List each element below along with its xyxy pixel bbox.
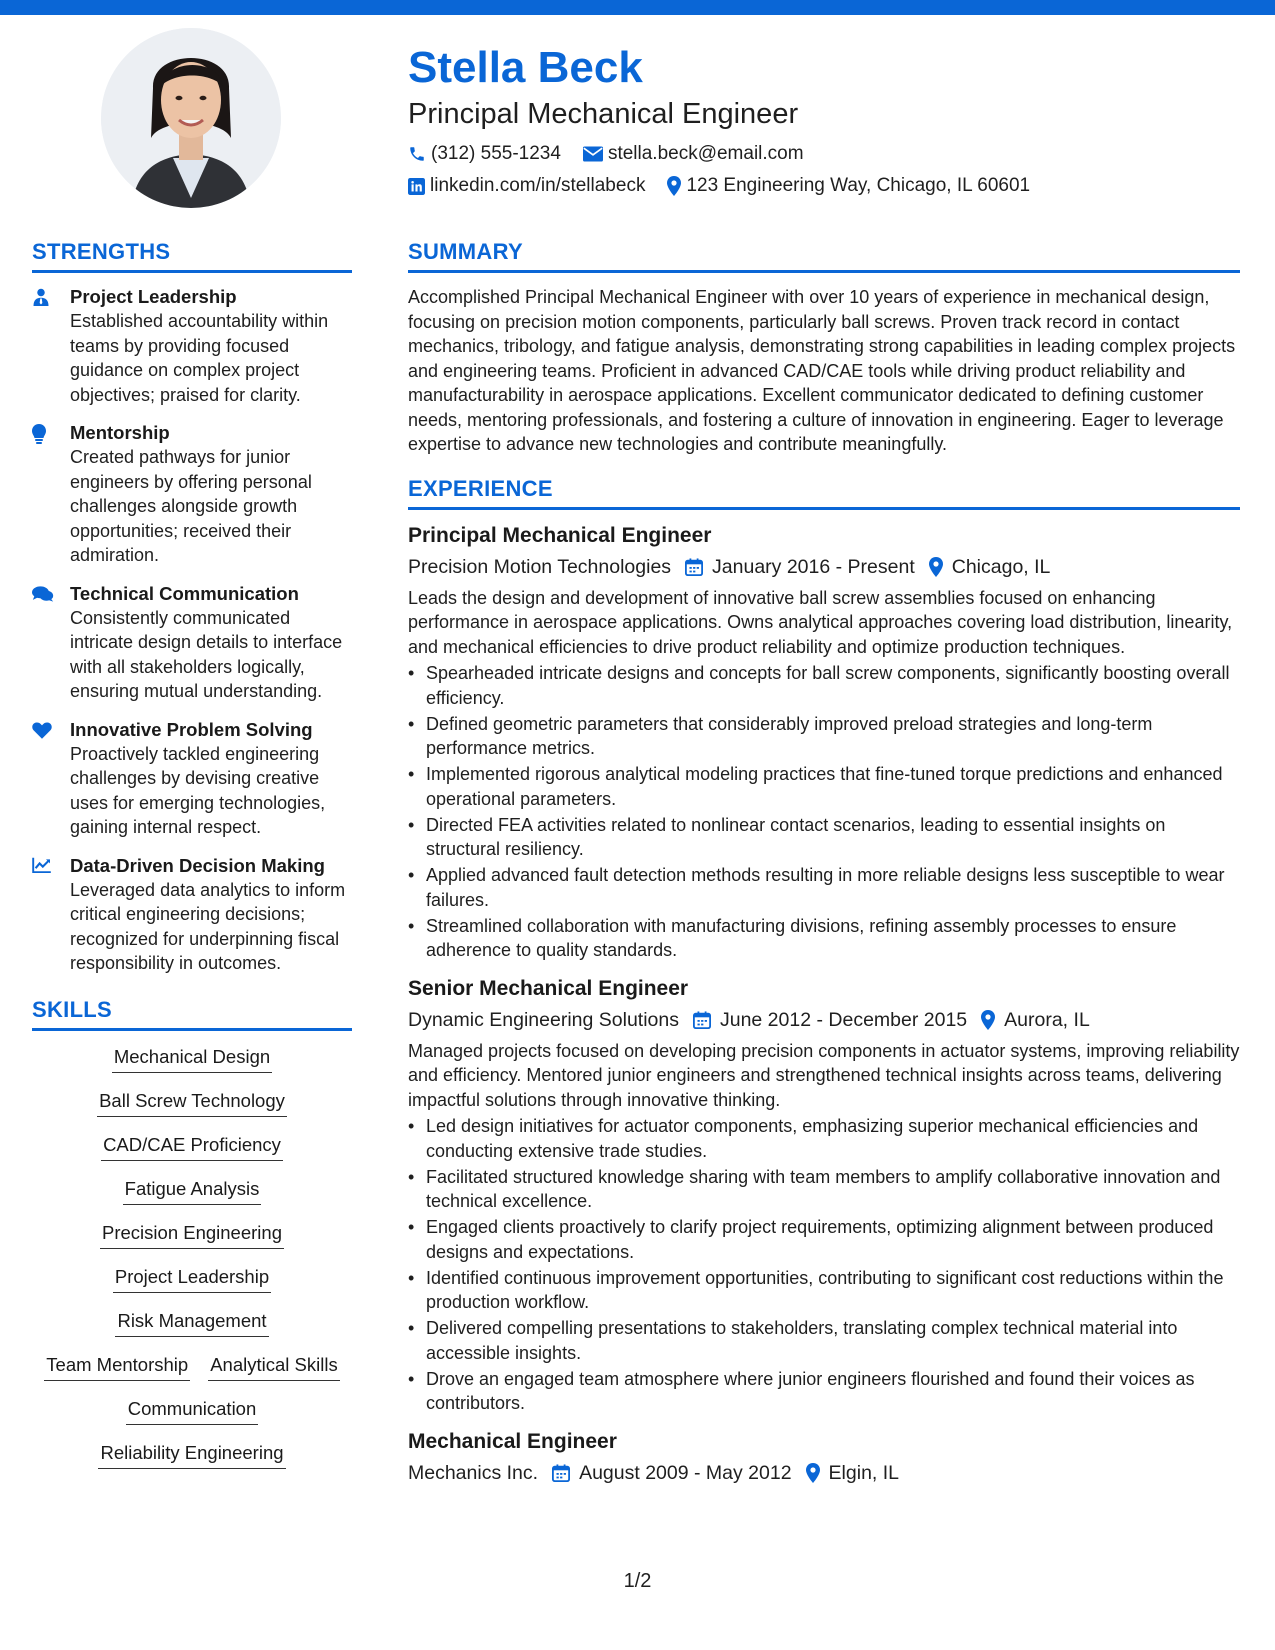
email-contact[interactable] <box>583 139 804 169</box>
strength-title: Project Leadership <box>70 286 237 307</box>
address-contact <box>667 171 1030 201</box>
skill-tag: Ball Screw Technology <box>97 1089 287 1117</box>
job-bullets <box>408 1114 1240 1416</box>
chart-line-icon <box>32 857 52 873</box>
envelope-icon <box>583 146 603 162</box>
job-meta <box>408 552 1240 582</box>
job-title: Senior Mechanical Engineer <box>408 976 689 1000</box>
strength-title: Technical Communication <box>70 582 299 604</box>
job-entry <box>408 1428 1240 1488</box>
job-title: Mechanical Engineer <box>408 1429 617 1453</box>
strengths-heading: STRENGTHS <box>32 238 352 273</box>
skills-heading: SKILLS <box>32 996 352 1031</box>
linkedin-text: linkedin.com/in/stellabeck <box>430 175 646 196</box>
job-description: Leads the design and development of innovative ball screw assemblies focused on enhancing performance in aerospace applications. Owns analytical approaches covering load distribution, linearity, and mechanical efficiencies to drive product reliability and optimize production techniques. <box>408 587 1233 657</box>
job-bullet: • Spearheaded intricate designs and concepts for ball screw components, significantly boosting overall efficiency. <box>426 661 1240 710</box>
job-location: Elgin, IL <box>828 1461 900 1484</box>
strength-item <box>32 285 352 407</box>
job-entry <box>408 975 1240 1416</box>
job-bullets <box>408 661 1240 963</box>
strength-description: Established accountability within teams by providing focused guidance on complex project objectives; praised for clarity. <box>70 311 329 405</box>
job-bullet: • Defined geometric parameters that considerably improved preload strategies and long-term performance metrics. <box>426 712 1240 761</box>
calendar-icon <box>552 1464 570 1482</box>
strength-item <box>32 718 352 840</box>
phone-contact[interactable] <box>408 139 561 169</box>
strength-description: Created pathways for junior engineers by offering personal challenges alongside growth opportunities; received their admiration. <box>70 447 312 565</box>
skill-tag: CAD/CAE Proficiency <box>101 1133 283 1161</box>
job-bullet: • Directed FEA activities related to nonlinear contact scenarios, leading to essential insights on structural resiliency. <box>426 813 1240 862</box>
skill-tag: Fatigue Analysis <box>123 1177 262 1205</box>
job-bullet: • Led design initiatives for actuator components, emphasizing superior mechanical efficiencies and conducting extensive trade studies. <box>426 1114 1240 1163</box>
phone-text: (312) 555-1234 <box>431 143 561 164</box>
map-marker-icon <box>667 176 681 196</box>
strength-description: Proactively tackled engineering challenges by devising creative uses for emerging technologies, gaining internal respect. <box>70 743 326 837</box>
candidate-name: Stella Beck <box>408 43 643 92</box>
job-entry <box>408 522 1240 963</box>
job-bullet: • Engaged clients proactively to clarify project requirements, optimizing alignment between produced designs and expectations. <box>426 1215 1240 1264</box>
profile-photo <box>101 28 281 208</box>
job-dates: June 2012 - December 2015 <box>719 1008 968 1031</box>
skill-tag: Analytical Skills <box>208 1353 340 1381</box>
contact-row-1 <box>408 138 1238 170</box>
job-title: Principal Mechanical Engineer <box>408 523 712 547</box>
calendar-icon <box>693 1011 711 1029</box>
right-column <box>408 238 1240 1500</box>
strength-title: Data-Driven Decision Making <box>70 854 325 876</box>
candidate-title: Principal Mechanical Engineer <box>408 98 799 130</box>
calendar-icon <box>685 558 703 576</box>
email-text: stella.beck@email.com <box>607 143 804 164</box>
job-description: Managed projects focused on developing precision components in actuator systems, improving reliability and efficiency. Mentored junior engineers and strengthened technical insights across teams, delivering impactful solutions through innovative thinking. <box>408 1040 1240 1110</box>
job-bullet: • Applied advanced fault detection methods resulting in more reliable designs less susceptible to wear failures. <box>426 863 1240 912</box>
strength-description: Consistently communicated intricate design details to interface with all stakeholders logically, ensuring mutual understanding. <box>70 607 343 701</box>
strength-description: Leveraged data analytics to inform critical engineering decisions; recognized for underpinning fiscal responsibility in outcomes. <box>70 879 346 973</box>
job-bullet: • Drove an engaged team atmosphere where junior engineers flourished and found their voices as contributors. <box>426 1367 1240 1416</box>
strength-title: Mentorship <box>70 422 170 443</box>
top-accent-bar <box>0 0 1275 15</box>
skill-tag: Project Leadership <box>113 1265 271 1293</box>
user-tie-icon <box>32 288 50 306</box>
job-company: Precision Motion Technologies <box>408 555 672 578</box>
job-bullet: • Identified continuous improvement opportunities, contributing to significant cost reductions within the production workflow. <box>426 1266 1240 1315</box>
job-company: Dynamic Engineering Solutions <box>408 1008 679 1031</box>
job-bullet: • Implemented rigorous analytical modeling practices that fine-tuned torque predictions and enhanced operational parameters. <box>426 762 1240 811</box>
strength-item <box>32 582 352 704</box>
job-dates: August 2009 - May 2012 <box>579 1461 792 1484</box>
skill-tag: Risk Management <box>115 1309 268 1337</box>
job-bullet: • Streamlined collaboration with manufacturing divisions, refining assembly processes to ensure adherence to quality standards. <box>426 914 1240 963</box>
contact-row-2 <box>408 170 1238 202</box>
heart-icon <box>32 721 52 739</box>
summary-text: Accomplished Principal Mechanical Engineer with over 10 years of experience in mechanical design, focusing on precision motion components, particularly ball screws. Proven track record in contact mechanics, tribology, and fatigue analysis, demonstrating strong capabilities in leading complex projects and engineering teams. Proficient in advanced CAD/CAE tools while driving product reliability and manufacturability in aerospace applications. Excellent communicator dedicated to defining customer needs, mentoring professionals, and fostering a culture of innovation in engineering. Eager to leverage expertise to advance new technologies and contribute meaningfully. <box>408 287 1236 454</box>
skills-list <box>32 1045 352 1485</box>
lightbulb-icon <box>32 424 46 444</box>
phone-icon <box>408 145 426 163</box>
map-marker-icon <box>981 1010 995 1030</box>
job-bullet: • Delivered compelling presentations to stakeholders, translating complex technical material into accessible insights. <box>426 1316 1240 1365</box>
job-meta <box>408 1458 1240 1488</box>
linkedin-contact[interactable] <box>408 171 645 201</box>
address-text: 123 Engineering Way, Chicago, IL 60601 <box>686 175 1031 196</box>
resume-header <box>408 40 1238 202</box>
strength-title: Innovative Problem Solving <box>70 718 313 740</box>
skill-tag: Reliability Engineering <box>98 1441 285 1469</box>
job-location: Aurora, IL <box>1004 1008 1090 1031</box>
job-meta <box>408 1005 1240 1035</box>
linkedin-icon <box>408 178 425 195</box>
page-number: 1/2 <box>623 1570 652 1592</box>
map-marker-icon <box>929 557 943 577</box>
job-company: Mechanics Inc. <box>408 1461 539 1484</box>
comments-icon <box>32 585 54 603</box>
job-location: Chicago, IL <box>951 555 1051 578</box>
summary-heading: SUMMARY <box>408 238 1240 273</box>
strength-item <box>32 854 352 976</box>
map-marker-icon <box>806 1463 820 1483</box>
skill-tag: Mechanical Design <box>112 1045 272 1073</box>
left-column <box>32 238 352 1485</box>
experience-heading: EXPERIENCE <box>408 475 1240 510</box>
skill-tag: Communication <box>126 1397 259 1425</box>
strength-item <box>32 421 352 568</box>
job-dates: January 2016 - Present <box>712 555 915 578</box>
skill-tag: Precision Engineering <box>100 1221 284 1249</box>
skill-tag: Team Mentorship <box>44 1353 190 1381</box>
job-bullet: • Facilitated structured knowledge sharing with team members to amplify collaborative innovation and technical excellence. <box>426 1165 1240 1214</box>
